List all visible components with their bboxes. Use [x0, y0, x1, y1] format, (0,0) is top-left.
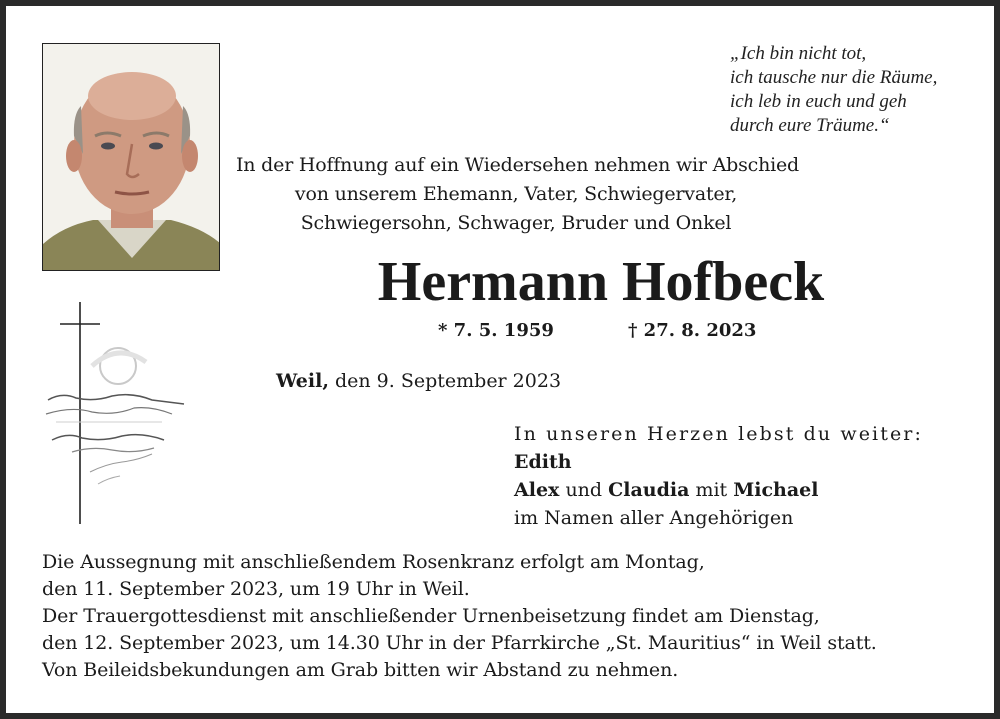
deceased-name: Hermann Hofbeck — [377, 251, 825, 313]
birth-date: * 7. 5. 1959 — [438, 320, 554, 341]
service-line: Der Trauergottesdienst mit anschließender Urnenbeisetzung findet am Dienstag, — [42, 605, 820, 627]
quote-line: ich leb in euch und geh — [730, 91, 907, 112]
family-name: Edith — [514, 451, 572, 473]
death-date: † 27. 8. 2023 — [628, 320, 757, 341]
obituary-card — [6, 6, 994, 713]
place-date — [276, 370, 561, 392]
family-name: Claudia — [608, 479, 690, 501]
intro-line: In der Hoffnung auf ein Wiedersehen nehmen wir Abschied — [236, 154, 799, 176]
quote-line: durch eure Träume.“ — [730, 115, 890, 136]
service-line: Die Aussegnung mit anschließendem Rosenkranz erfolgt am Montag, — [42, 551, 705, 573]
quote — [730, 42, 990, 138]
family-name: Michael — [733, 479, 819, 501]
family-closing: im Namen aller Angehörigen — [514, 507, 794, 529]
family-line — [514, 476, 984, 504]
quote-line: „Ich bin nicht tot, — [730, 43, 867, 64]
cross-sun-landscape-icon — [42, 302, 192, 524]
place-name: Weil, — [276, 370, 329, 392]
family-line — [514, 448, 984, 476]
family-block — [514, 420, 984, 532]
service-line: den 11. September 2023, um 19 Uhr in Weil. — [42, 578, 470, 600]
connector-text: mit — [695, 479, 728, 501]
intro-line: von unserem Ehemann, Vater, Schwiegervater, — [294, 183, 738, 205]
service-line: Von Beileidsbekundungen am Grab bitten wir Abstand zu nehmen. — [42, 659, 679, 681]
date-text: den 9. September 2023 — [334, 370, 562, 392]
intro-text — [236, 151, 799, 238]
portrait-illustration — [43, 44, 220, 271]
service-info — [42, 549, 992, 684]
family-name: Alex — [514, 479, 560, 501]
intro-line: Schwiegersohn, Schwager, Bruder und Onkel — [300, 212, 732, 234]
service-line: den 12. September 2023, um 14.30 Uhr in der Pfarrkirche „St. Mauritius“ in Weil statt. — [42, 632, 877, 654]
quote-line: ich tausche nur die Räume, — [730, 67, 938, 88]
connector-text: und — [565, 479, 603, 501]
family-heading: In unseren Herzen lebst du weiter: — [514, 423, 923, 445]
portrait-photo — [42, 43, 220, 271]
